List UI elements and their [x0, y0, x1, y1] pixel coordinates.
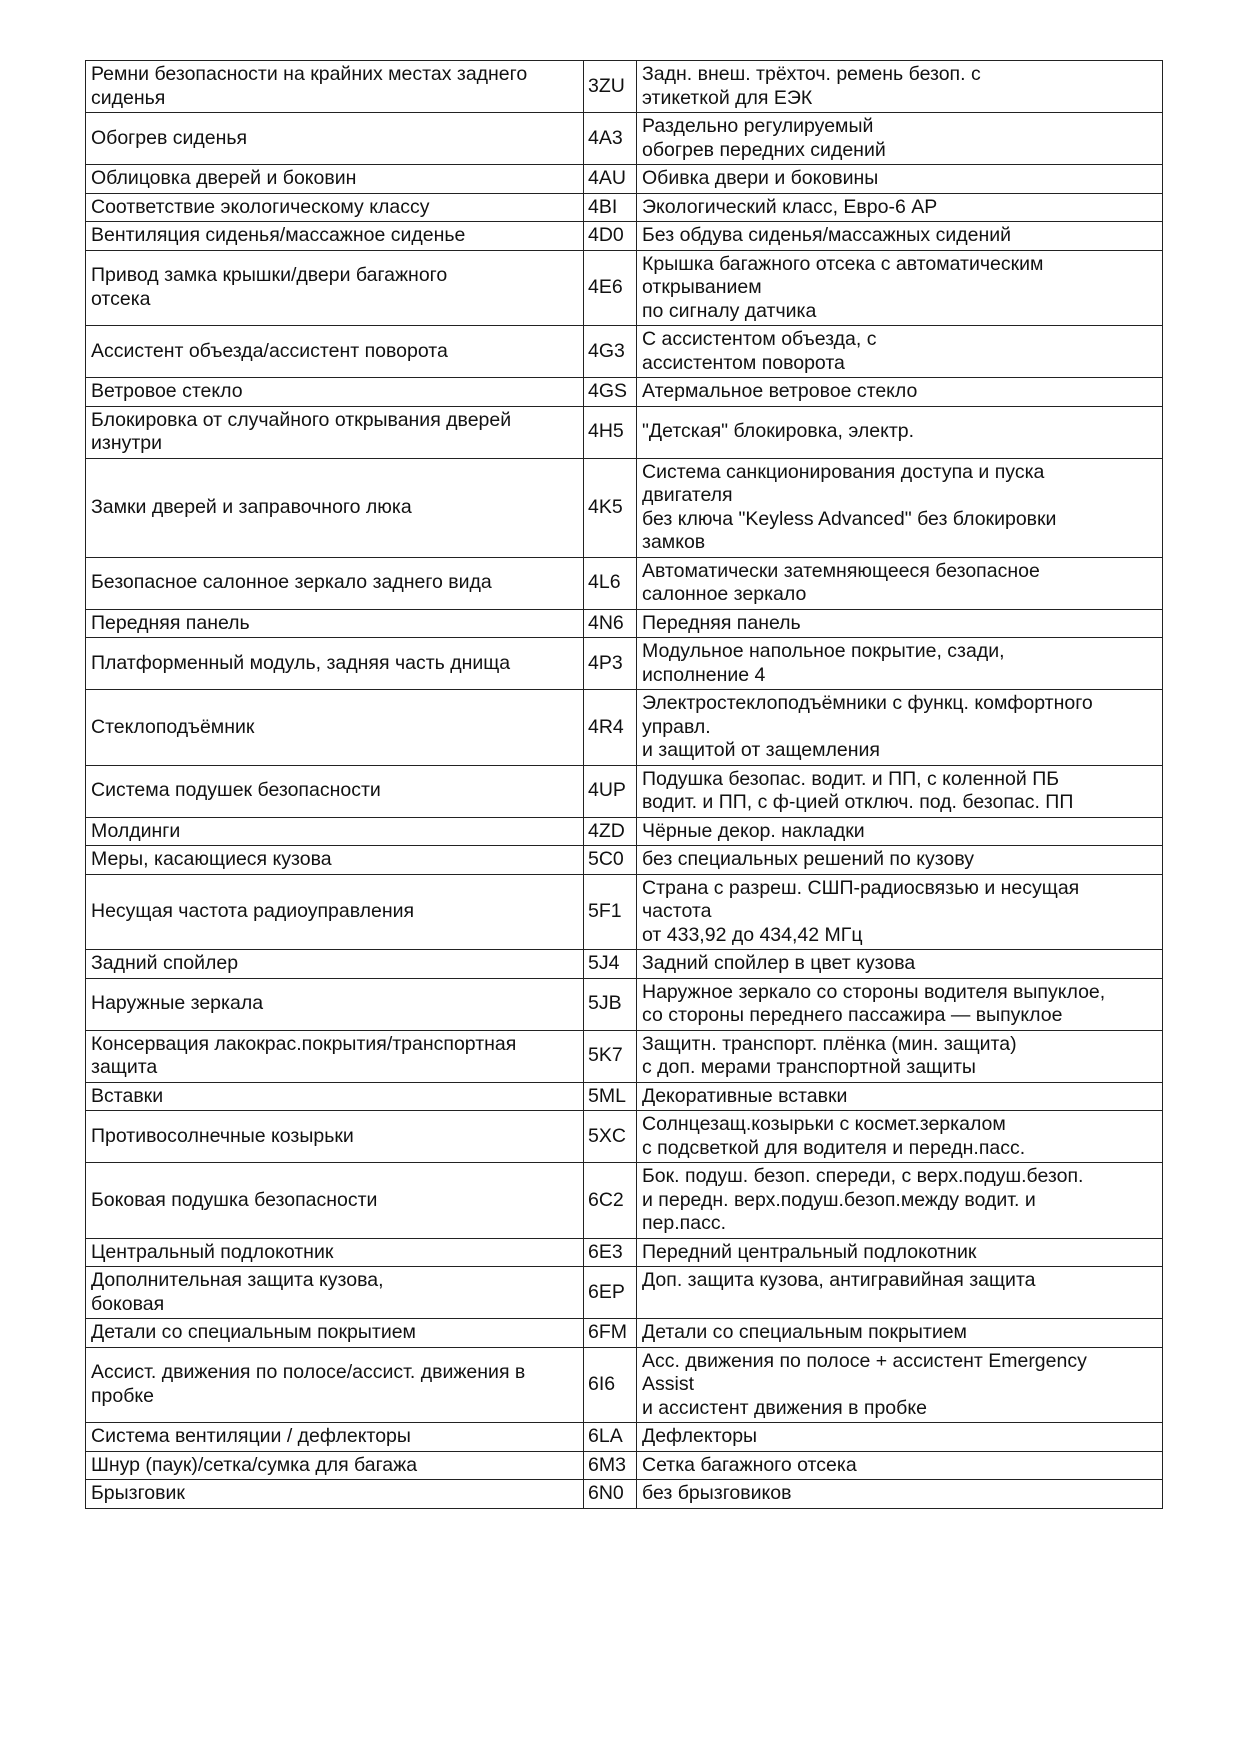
feature-cell: Детали со специальным покрытием	[86, 1319, 584, 1348]
code-cell: 6LA	[584, 1423, 637, 1452]
code-cell: 6EP	[584, 1267, 637, 1319]
feature-cell: Консервация лакокрас.покрытия/транспортная защита	[86, 1030, 584, 1082]
feature-cell: Несущая частота радиоуправления	[86, 874, 584, 950]
code-cell: 4R4	[584, 690, 637, 766]
feature-cell: Безопасное салонное зеркало заднего вида	[86, 557, 584, 609]
code-cell: 6C2	[584, 1163, 637, 1239]
code-cell: 6I6	[584, 1347, 637, 1423]
description-cell: Сетка багажного отсека	[637, 1451, 1163, 1480]
description-cell: Защитн. транспорт. плёнка (мин. защита) с доп. мерами транспортной защиты	[637, 1030, 1163, 1082]
feature-cell: Брызговик	[86, 1480, 584, 1509]
table-row	[86, 1111, 1163, 1163]
code-cell: 3ZU	[584, 61, 637, 113]
table-row	[86, 817, 1163, 846]
description-cell: Наружное зеркало со стороны водителя выпуклое, со стороны переднего пассажира — выпуклое	[637, 978, 1163, 1030]
description-cell: Передняя панель	[637, 609, 1163, 638]
table-row	[86, 378, 1163, 407]
code-cell: 5XC	[584, 1111, 637, 1163]
code-cell: 4H5	[584, 406, 637, 458]
code-cell: 4ZD	[584, 817, 637, 846]
description-cell: Электростеклоподъёмники с функц. комфортного управл. и защитой от защемления	[637, 690, 1163, 766]
table-row	[86, 250, 1163, 326]
code-cell: 5F1	[584, 874, 637, 950]
table-row	[86, 557, 1163, 609]
table-row	[86, 1319, 1163, 1348]
feature-cell: Вставки	[86, 1082, 584, 1111]
table-row	[86, 222, 1163, 251]
feature-cell: Блокировка от случайного открывания дверей изнутри	[86, 406, 584, 458]
table-row	[86, 874, 1163, 950]
description-cell: Дефлекторы	[637, 1423, 1163, 1452]
description-cell: "Детская" блокировка, электр.	[637, 406, 1163, 458]
table-row	[86, 1030, 1163, 1082]
table-row	[86, 1451, 1163, 1480]
table-row	[86, 1480, 1163, 1509]
feature-cell: Наружные зеркала	[86, 978, 584, 1030]
code-cell: 6M3	[584, 1451, 637, 1480]
code-cell: 4K5	[584, 458, 637, 557]
feature-cell: Молдинги	[86, 817, 584, 846]
code-cell: 4G3	[584, 326, 637, 378]
feature-cell: Замки дверей и заправочного люка	[86, 458, 584, 557]
feature-cell: Ремни безопасности на крайних местах заднего сиденья	[86, 61, 584, 113]
code-cell: 4P3	[584, 638, 637, 690]
description-cell: Бок. подуш. безоп. спереди, с верх.подуш.безоп. и передн. верх.подуш.безоп.между водит. и пер.пасс.	[637, 1163, 1163, 1239]
code-cell: 4UP	[584, 765, 637, 817]
table-row	[86, 458, 1163, 557]
feature-cell: Меры, касающиеся кузова	[86, 846, 584, 875]
table-row	[86, 61, 1163, 113]
table-row	[86, 978, 1163, 1030]
table-row	[86, 113, 1163, 165]
table-row	[86, 950, 1163, 979]
description-cell: Асс. движения по полосе + ассистент Emergency Assist и ассистент движения в пробке	[637, 1347, 1163, 1423]
description-cell: Атермальное ветровое стекло	[637, 378, 1163, 407]
table-row	[86, 690, 1163, 766]
feature-cell: Платформенный модуль, задняя часть днища	[86, 638, 584, 690]
description-cell: Задн. внеш. трёхточ. ремень безоп. с этикеткой для ЕЭК	[637, 61, 1163, 113]
feature-cell: Дополнительная защита кузова, боковая	[86, 1267, 584, 1319]
description-cell: Модульное напольное покрытие, сзади, исполнение 4	[637, 638, 1163, 690]
feature-cell: Система вентиляции / дефлекторы	[86, 1423, 584, 1452]
spec-table-body	[86, 61, 1163, 1509]
table-row	[86, 1163, 1163, 1239]
description-cell: Декоративные вставки	[637, 1082, 1163, 1111]
feature-cell: Обогрев сиденья	[86, 113, 584, 165]
code-cell: 4GS	[584, 378, 637, 407]
table-row	[86, 609, 1163, 638]
description-cell: Подушка безопас. водит. и ПП, с коленной ПБ водит. и ПП, с ф-цией отключ. под. безопас. ПП	[637, 765, 1163, 817]
table-row	[86, 846, 1163, 875]
code-cell: 4E6	[584, 250, 637, 326]
table-row	[86, 1423, 1163, 1452]
table-row	[86, 406, 1163, 458]
feature-cell: Вентиляция сиденья/массажное сиденье	[86, 222, 584, 251]
code-cell: 4L6	[584, 557, 637, 609]
code-cell: 6E3	[584, 1238, 637, 1267]
feature-cell: Ветровое стекло	[86, 378, 584, 407]
feature-cell: Шнур (паук)/сетка/сумка для багажа	[86, 1451, 584, 1480]
equipment-spec-table	[85, 60, 1163, 1509]
description-cell: Детали со специальным покрытием	[637, 1319, 1163, 1348]
description-cell: без специальных решений по кузову	[637, 846, 1163, 875]
table-row	[86, 326, 1163, 378]
code-cell: 5ML	[584, 1082, 637, 1111]
code-cell: 4BI	[584, 193, 637, 222]
table-row	[86, 193, 1163, 222]
feature-cell: Передняя панель	[86, 609, 584, 638]
description-cell: Система санкционирования доступа и пуска двигателя без ключа "Keyless Advanced" без блокировки замков	[637, 458, 1163, 557]
table-row	[86, 765, 1163, 817]
description-cell: Солнцезащ.козырьки с космет.зеркалом с подсветкой для водителя и передн.пасс.	[637, 1111, 1163, 1163]
table-row	[86, 1238, 1163, 1267]
description-cell: Доп. защита кузова, антигравийная защита	[637, 1267, 1163, 1319]
code-cell: 5JB	[584, 978, 637, 1030]
feature-cell: Стеклоподъёмник	[86, 690, 584, 766]
description-cell: Раздельно регулируемый обогрев передних сидений	[637, 113, 1163, 165]
code-cell: 5J4	[584, 950, 637, 979]
table-row	[86, 1082, 1163, 1111]
description-cell: С ассистентом объезда, с ассистентом поворота	[637, 326, 1163, 378]
code-cell: 6N0	[584, 1480, 637, 1509]
description-cell: без брызговиков	[637, 1480, 1163, 1509]
table-row	[86, 1347, 1163, 1423]
description-cell: Обивка двери и боковины	[637, 165, 1163, 194]
code-cell: 4AU	[584, 165, 637, 194]
feature-cell: Облицовка дверей и боковин	[86, 165, 584, 194]
feature-cell: Противосолнечные козырьки	[86, 1111, 584, 1163]
description-cell: Экологический класс, Евро-6 AP	[637, 193, 1163, 222]
table-row	[86, 165, 1163, 194]
code-cell: 5K7	[584, 1030, 637, 1082]
code-cell: 4A3	[584, 113, 637, 165]
feature-cell: Соответствие экологическому классу	[86, 193, 584, 222]
code-cell: 4D0	[584, 222, 637, 251]
description-cell: Без обдува сиденья/массажных сидений	[637, 222, 1163, 251]
description-cell: Автоматически затемняющееся безопасное салонное зеркало	[637, 557, 1163, 609]
description-cell: Крышка багажного отсека с автоматическим открыванием по сигналу датчика	[637, 250, 1163, 326]
feature-cell: Центральный подлокотник	[86, 1238, 584, 1267]
feature-cell: Задний спойлер	[86, 950, 584, 979]
feature-cell: Привод замка крышки/двери багажного отсека	[86, 250, 584, 326]
table-row	[86, 1267, 1163, 1319]
feature-cell: Ассист. движения по полосе/ассист. движения в пробке	[86, 1347, 584, 1423]
feature-cell: Ассистент объезда/ассистент поворота	[86, 326, 584, 378]
description-cell: Чёрные декор. накладки	[637, 817, 1163, 846]
code-cell: 4N6	[584, 609, 637, 638]
feature-cell: Система подушек безопасности	[86, 765, 584, 817]
code-cell: 5C0	[584, 846, 637, 875]
feature-cell: Боковая подушка безопасности	[86, 1163, 584, 1239]
description-cell: Передний центральный подлокотник	[637, 1238, 1163, 1267]
description-cell: Задний спойлер в цвет кузова	[637, 950, 1163, 979]
table-row	[86, 638, 1163, 690]
description-cell: Страна с разреш. СШП-радиосвязью и несущая частота от 433,92 до 434,42 МГц	[637, 874, 1163, 950]
code-cell: 6FM	[584, 1319, 637, 1348]
